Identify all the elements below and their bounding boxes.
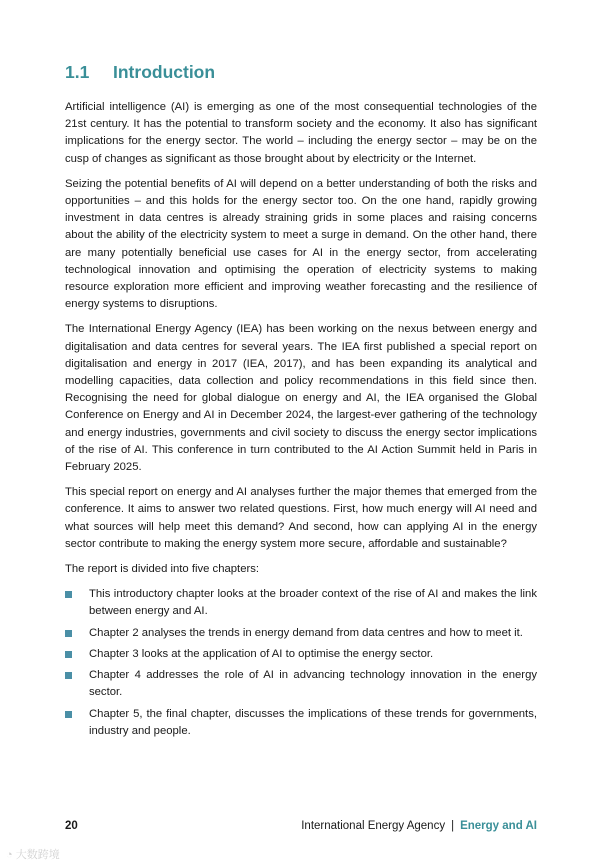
square-bullet-icon <box>65 591 72 598</box>
paragraph: The International Energy Agency (IEA) has been working on the nexus between energy and digitalisation and data centres for several years. The IEA first published a special report on digitalisation and energy in 2017 (IEA, 2017), and has been expanding its analytical and modelling capacities, data collection and policy recommendations in this field since then. Recognising the need for global dialogue on energy and AI, the IEA organised the Global Conference on Energy and AI in December 2024, the largest-ever gathering of the technology and energy industries, governments and civil society to discuss the energy sector implications of the rise of AI. This conference in turn contributed to the AI Action Summit held in Paris in February 2025. <box>65 323 537 474</box>
chapter-list <box>65 586 537 740</box>
list-item <box>65 646 537 663</box>
footer-separator: | <box>451 820 455 832</box>
watermark-text: 大数跨境 <box>15 849 60 861</box>
list-item <box>65 586 537 620</box>
square-bullet-icon <box>65 711 72 718</box>
publisher-name: International Energy Agency <box>301 820 446 832</box>
watermark <box>6 846 60 862</box>
list-item-text: Chapter 2 analyses the trends in energy demand from data centres and how to meet it. <box>89 626 523 639</box>
section-title: Introduction <box>113 62 216 82</box>
section-heading <box>65 62 537 83</box>
square-bullet-icon <box>65 672 72 679</box>
paragraph: Seizing the potential benefits of AI will depend on a better understanding of both the risks and opportunities – and this holds for the energy sector too. On the one hand, rapidly growing investment in data centres is already straining grids in some places and raising concerns about the ability of the electricity system to meet a surge in demand. On the other hand, there are many potentially beneficial use cases for AI in the energy sector, from accelerating technological innovation and optimising the operation of electricity systems to making resource exploration more efficient and improving weather forecasting and the resilience of energy systems to disruptions. <box>65 177 537 311</box>
square-bullet-icon <box>65 630 72 637</box>
page-number: 20 <box>65 820 78 832</box>
paragraph: This special report on energy and AI analyses further the major themes that emerged from the conference. It aims to answer two related questions. First, how much energy will AI need and what sources will help meet this demand? And second, how can applying AI in the energy sector contribute to making the energy system more secure, affordable and sustainable? <box>65 486 537 550</box>
square-bullet-icon <box>65 651 72 658</box>
paragraph: Artificial intelligence (AI) is emerging as one of the most consequential technologies of the 21st century. It has the potential to transform society and the economy. It also has significant implications for the energy sector. The world – including the energy sector – may be on the cusp of changes as significant as those brought about by electricity or the Internet. <box>65 101 537 165</box>
list-item-text: Chapter 3 looks at the application of AI to optimise the energy sector. <box>89 647 434 660</box>
list-item <box>65 706 537 740</box>
page-footer <box>65 820 537 836</box>
footer-attribution <box>301 820 537 832</box>
section-number: 1.1 <box>65 62 90 82</box>
watermark-logo-icon: ◔ <box>6 849 13 861</box>
list-item <box>65 667 537 701</box>
list-item-text: This introductory chapter looks at the broader context of the rise of AI and makes the link between energy and AI. <box>89 588 537 618</box>
list-item-text: Chapter 4 addresses the role of AI in advancing technology innovation in the energy sector. <box>89 669 537 699</box>
document-page <box>65 62 537 744</box>
report-title: Energy and AI <box>460 820 537 832</box>
paragraph: The report is divided into five chapters: <box>65 563 260 576</box>
list-item <box>65 625 537 642</box>
list-item-text: Chapter 5, the final chapter, discusses the implications of these trends for governments, industry and people. <box>89 707 537 737</box>
